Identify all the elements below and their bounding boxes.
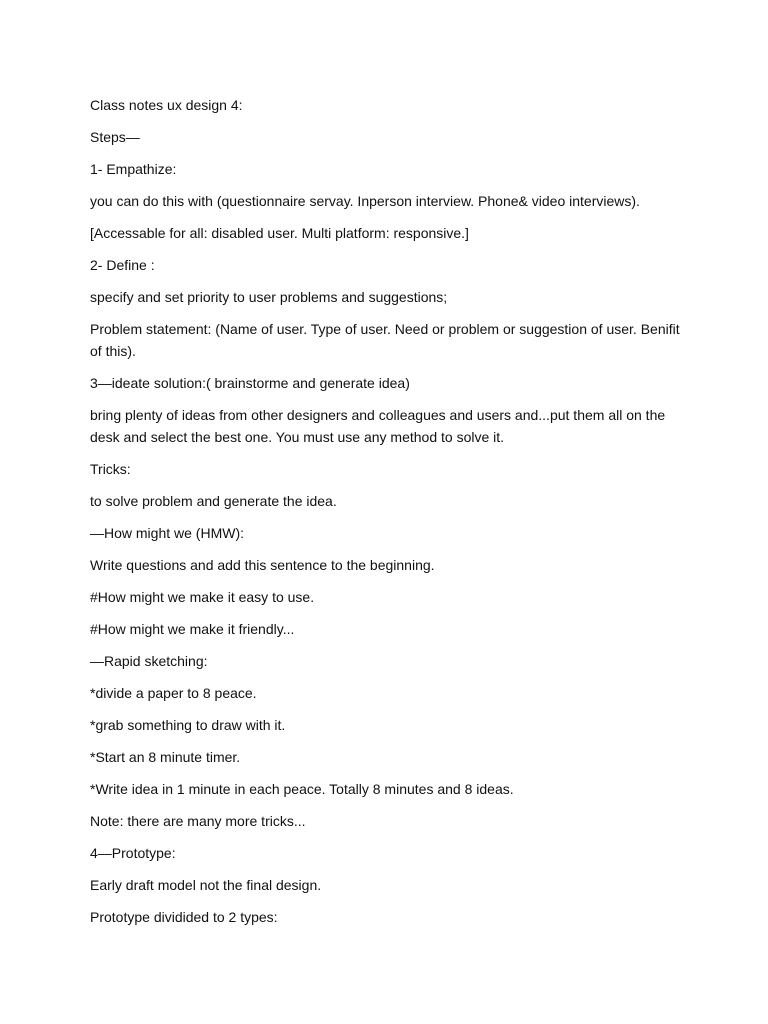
heading-hmw: —How might we (HMW): [90, 525, 245, 541]
paragraph-hmw-instructions: Write questions and add this sentence to the beginning. [90, 557, 435, 573]
paragraph-accessible: [Accessable for all: disabled user. Multi platform: responsive.] [90, 225, 469, 241]
paragraph-hmw-example-1: #How might we make it easy to use. [90, 589, 315, 605]
heading-ideate: 3—ideate solution:( brainstorme and generate idea) [90, 375, 410, 391]
paragraph-sketch-step-3: *Start an 8 minute timer. [90, 749, 241, 765]
document-title: Class notes ux design 4: [90, 97, 243, 113]
paragraph-steps: Steps— [90, 129, 140, 145]
heading-prototype: 4—Prototype: [90, 845, 176, 861]
paragraph-hmw-example-2: #How might we make it friendly... [90, 621, 295, 637]
paragraph-tricks-purpose: to solve problem and generate the idea. [90, 493, 337, 509]
paragraph-prototype-types: Prototype dividided to 2 types: [90, 909, 278, 925]
paragraph-problem-statement: Problem statement: (Name of user. Type of user. Need or problem or suggestion of user. Benifit of this). [90, 321, 680, 359]
paragraph-prototype-definition: Early draft model not the final design. [90, 877, 322, 893]
paragraph-define-priority: specify and set priority to user problems and suggestions; [90, 289, 448, 305]
paragraph-ideate-details: bring plenty of ideas from other designers and colleagues and users and...put them all on the desk and select the best one. You must use any method to solve it. [90, 407, 666, 445]
paragraph-empathize-methods: you can do this with (questionnaire servay. Inperson interview. Phone& video interviews). [90, 193, 640, 209]
heading-tricks: Tricks: [90, 461, 131, 477]
document-page [90, 94, 680, 938]
heading-empathize: 1- Empathize: [90, 161, 177, 177]
heading-rapid-sketching: —Rapid sketching: [90, 653, 208, 669]
paragraph-sketch-step-1: *divide a paper to 8 peace. [90, 685, 257, 701]
heading-define: 2- Define : [90, 257, 155, 273]
paragraph-sketch-step-4: *Write idea in 1 minute in each peace. Totally 8 minutes and 8 ideas. [90, 781, 514, 797]
paragraph-note: Note: there are many more tricks... [90, 813, 306, 829]
paragraph-sketch-step-2: *grab something to draw with it. [90, 717, 286, 733]
